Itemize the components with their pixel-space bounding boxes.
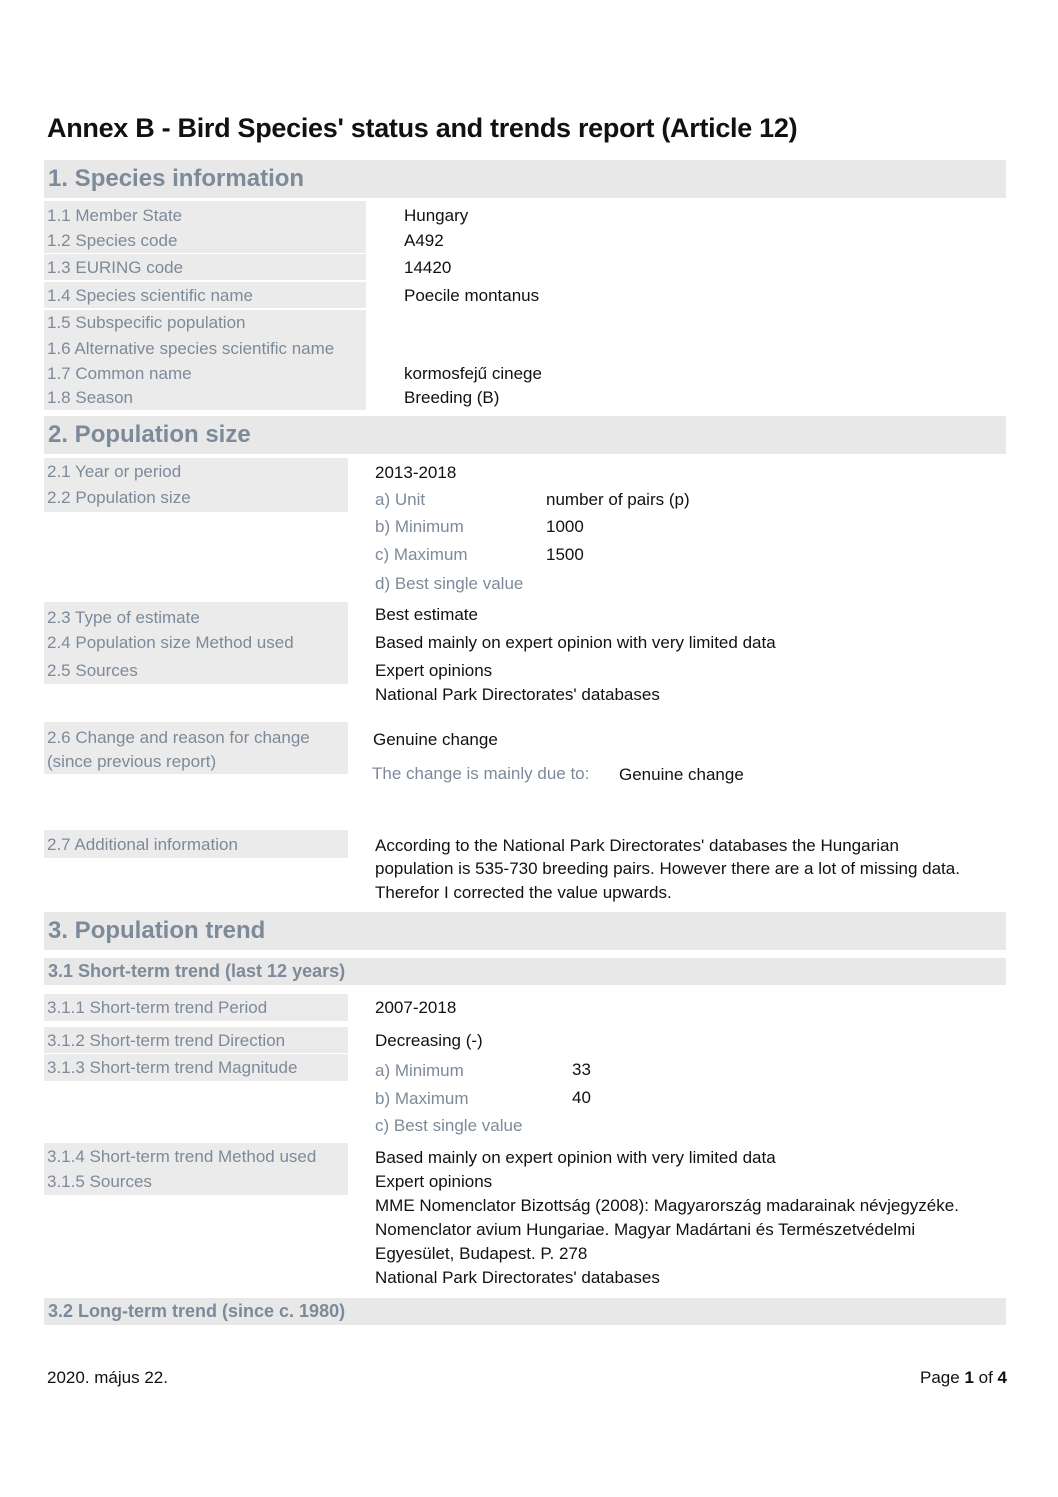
- field-value-short-term-sources-line: MME Nomenclator Bizottság (2008): Magyarország madarainak névjegyzéke.: [375, 1196, 959, 1215]
- section-heading: 2. Population size: [48, 421, 251, 448]
- value-maximum: 1500: [546, 545, 584, 564]
- section-header-population-trend: [44, 912, 1006, 950]
- section-heading: 3. Population trend: [48, 917, 266, 944]
- page-prefix: Page: [920, 1368, 965, 1387]
- field-value-short-term-sources-line: Egyesület, Budapest. P. 278: [375, 1244, 588, 1263]
- field-value-additional-information-line: According to the National Park Directorates' databases the Hungarian: [375, 836, 899, 855]
- sublabel-maximum: c) Maximum: [375, 545, 468, 564]
- field-value-year-or-period: 2013-2018: [375, 463, 457, 482]
- field-label-season: 1.8 Season: [47, 388, 134, 407]
- field-label-scientific-name: 1.4 Species scientific name: [47, 286, 253, 305]
- field-label-short-term-magnitude: 3.1.3 Short-term trend Magnitude: [47, 1058, 298, 1077]
- field-label-subspecific-population: 1.5 Subspecific population: [47, 313, 246, 332]
- field-value-short-term-period: 2007-2018: [375, 998, 457, 1017]
- sublabel-magnitude-minimum: a) Minimum: [375, 1061, 464, 1080]
- field-label-common-name: 1.7 Common name: [47, 364, 192, 383]
- page-current: 1: [964, 1368, 974, 1387]
- sublabel-magnitude-best-single-value: c) Best single value: [375, 1116, 523, 1135]
- field-label-member-state: 1.1 Member State: [47, 206, 183, 225]
- field-value-member-state: Hungary: [404, 206, 469, 225]
- field-value-euring-code: 14420: [404, 258, 452, 277]
- sublabel-best-single-value: d) Best single value: [375, 574, 524, 593]
- field-value-change: Genuine change: [373, 730, 498, 749]
- field-label-short-term-method: 3.1.4 Short-term trend Method used: [47, 1147, 317, 1166]
- field-value-species-code: A492: [404, 231, 444, 250]
- footer-page-number: [920, 1368, 1007, 1388]
- field-label-short-term-direction: 3.1.2 Short-term trend Direction: [47, 1031, 286, 1050]
- value-minimum: 1000: [546, 517, 584, 536]
- field-value-short-term-sources-line: National Park Directorates' databases: [375, 1268, 660, 1287]
- value-magnitude-minimum: 33: [572, 1060, 591, 1079]
- field-label-euring-code: 1.3 EURING code: [47, 258, 184, 277]
- field-value-sources-line: National Park Directorates' databases: [375, 685, 660, 704]
- field-value-common-name: kormosfejű cinege: [404, 364, 542, 383]
- sublabel-minimum: b) Minimum: [375, 517, 464, 536]
- field-label-method-used: 2.4 Population size Method used: [47, 633, 294, 652]
- document-title: Annex B - Bird Species' status and trends report (Article 12): [47, 113, 798, 143]
- page-of: of: [973, 1368, 998, 1387]
- sublabel-change-due: The change is mainly due to:: [372, 764, 590, 783]
- field-label-change-reason-sub: (since previous report): [47, 752, 217, 771]
- field-label-year-or-period: 2.1 Year or period: [47, 462, 182, 481]
- field-label-additional-information: 2.7 Additional information: [47, 835, 238, 854]
- value-unit: number of pairs (p): [546, 490, 690, 509]
- field-value-type-of-estimate: Best estimate: [375, 605, 478, 624]
- field-value-short-term-sources-line: Expert opinions: [375, 1172, 493, 1191]
- sublabel-magnitude-maximum: b) Maximum: [375, 1089, 469, 1108]
- field-value-additional-information-line: population is 535-730 breeding pairs. However there are a lot of missing data.: [375, 859, 960, 878]
- field-value-short-term-direction: Decreasing (-): [375, 1031, 483, 1050]
- field-value-additional-information-line: Therefor I corrected the value upwards.: [375, 883, 672, 902]
- subsection-heading: 3.2 Long-term trend (since c. 1980): [48, 1301, 346, 1321]
- subsection-header-short-term-trend: [44, 958, 1006, 985]
- subsection-header-long-term-trend: [44, 1298, 1006, 1325]
- footer-date: 2020. május 22.: [47, 1368, 168, 1387]
- value-change-due: Genuine change: [619, 765, 744, 784]
- field-value-method-used: Based mainly on expert opinion with very limited data: [375, 633, 776, 652]
- section-heading: 1. Species information: [48, 165, 305, 192]
- field-value-sources-line: Expert opinions: [375, 661, 493, 680]
- field-label-sources: 2.5 Sources: [47, 661, 138, 680]
- field-label-short-term-sources: 3.1.5 Sources: [47, 1172, 152, 1191]
- subsection-heading: 3.1 Short-term trend (last 12 years): [48, 961, 346, 981]
- field-value-season: Breeding (B): [404, 388, 500, 407]
- field-label-type-of-estimate: 2.3 Type of estimate: [47, 608, 200, 627]
- field-label-short-term-period: 3.1.1 Short-term trend Period: [47, 998, 268, 1017]
- value-magnitude-maximum: 40: [572, 1088, 591, 1107]
- field-label-species-code: 1.2 Species code: [47, 231, 178, 250]
- field-value-short-term-method: Based mainly on expert opinion with very limited data: [375, 1148, 776, 1167]
- field-label-population-size: 2.2 Population size: [47, 488, 191, 507]
- section-header-species-information: [44, 160, 1006, 198]
- field-value-short-term-sources-line: Nomenclator avium Hungariae. Magyar Madártani és Természetvédelmi: [375, 1220, 916, 1239]
- field-label-alternative-name: 1.6 Alternative species scientific name: [47, 339, 335, 358]
- page-total: 4: [997, 1368, 1007, 1387]
- field-label-change-reason: 2.6 Change and reason for change: [47, 728, 310, 747]
- section-header-population-size: [44, 416, 1006, 454]
- field-value-scientific-name: Poecile montanus: [404, 286, 540, 305]
- sublabel-unit: a) Unit: [375, 490, 426, 509]
